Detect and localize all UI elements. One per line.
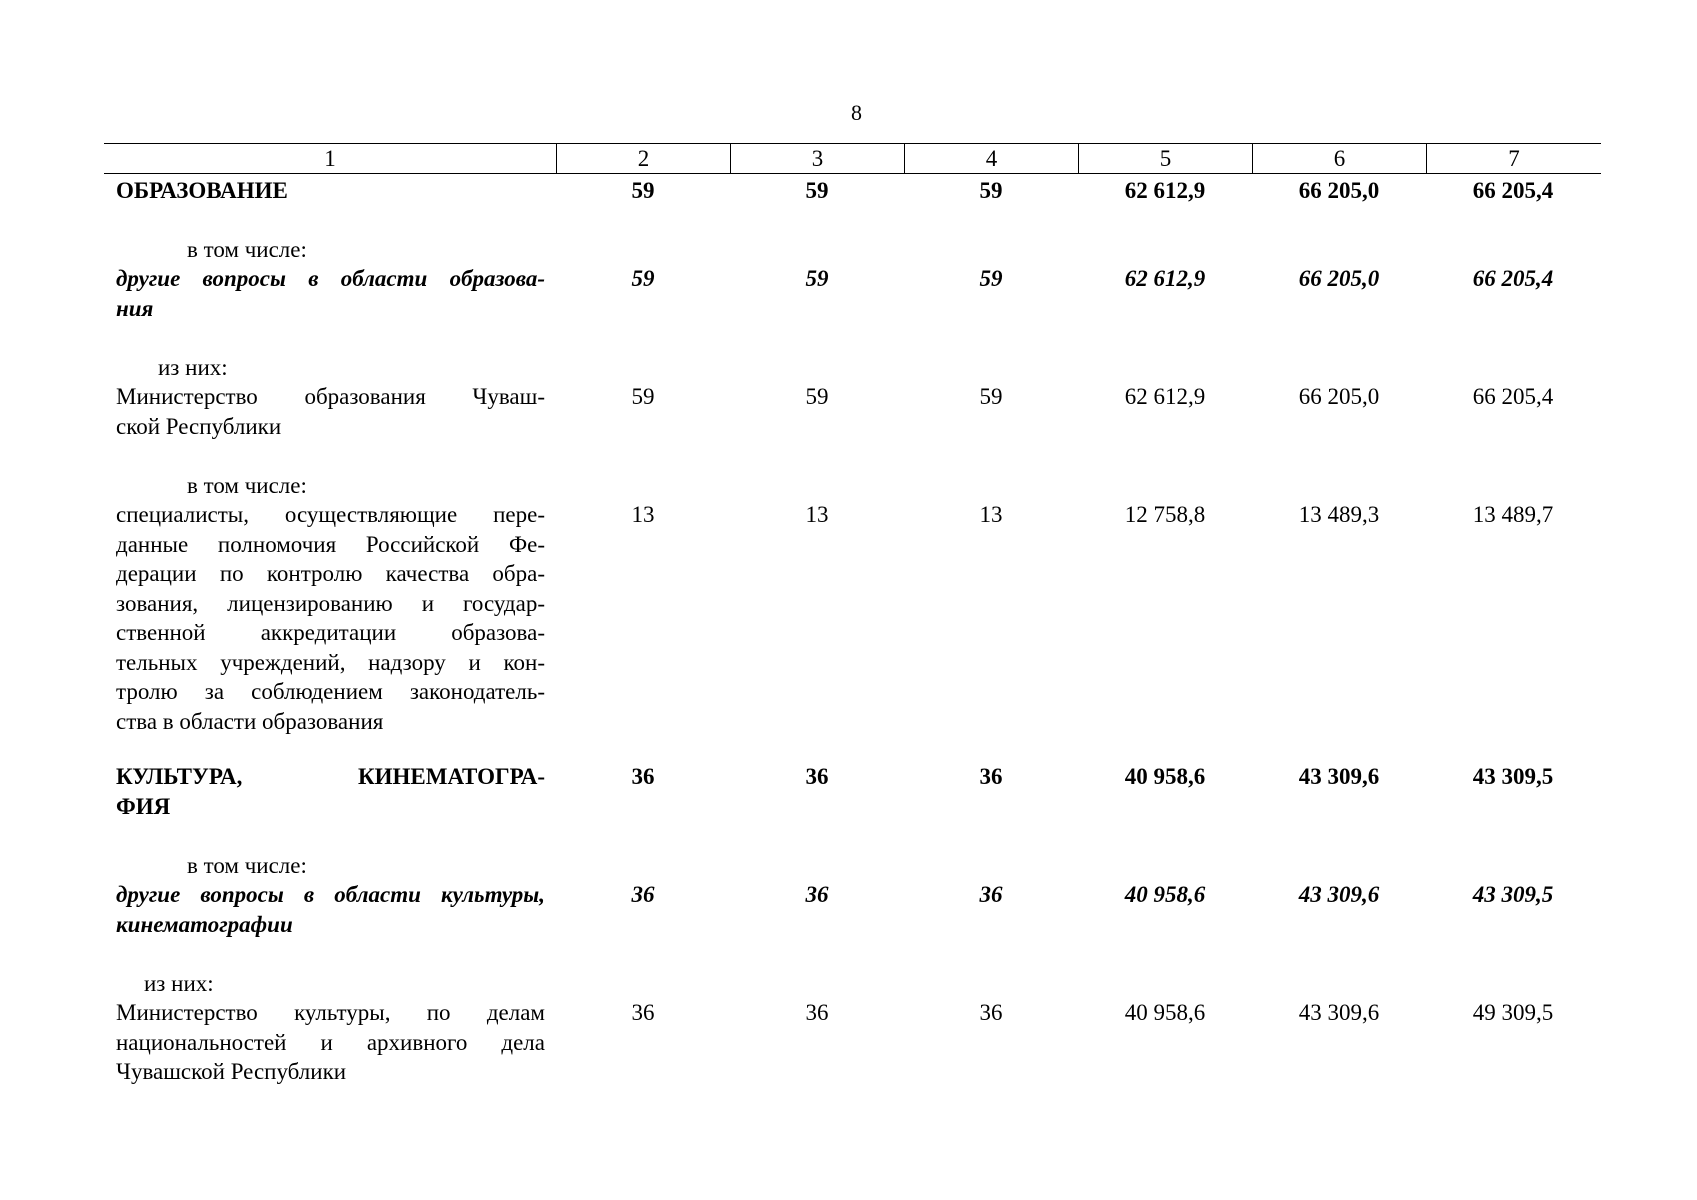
cell-col-2: 59 xyxy=(631,384,655,409)
row-label-line: специалисты, осуществляющие пере- xyxy=(116,502,545,527)
row-label-line: ФИЯ xyxy=(116,793,171,819)
row-label-line: тельных учреждений, надзору и кон- xyxy=(116,649,545,675)
cell-col-5: 40 958,6 xyxy=(1124,764,1206,789)
cell-col-3: 36 xyxy=(805,882,829,907)
cell-col-5: 12 758,8 xyxy=(1124,502,1206,527)
row-label-line: другие вопросы в области образова- xyxy=(116,266,545,291)
header-col-3: 3 xyxy=(730,144,904,173)
cell-col-5: 62 612,9 xyxy=(1124,384,1206,409)
row-label xyxy=(116,500,545,736)
row-label-line: кинематографии xyxy=(116,911,293,937)
cell-col-6: 66 205,0 xyxy=(1298,384,1380,409)
row-label-line: Министерство культуры, по делам xyxy=(116,1000,545,1025)
cell-col-5: 40 958,6 xyxy=(1124,1000,1206,1025)
cell-col-4: 59 xyxy=(979,384,1003,409)
cell-col-4: 13 xyxy=(979,502,1003,527)
row-prefix: в том числе: xyxy=(187,473,307,498)
row-label: ОБРАЗОВАНИЕ xyxy=(116,178,288,203)
cell-col-2: 36 xyxy=(631,882,655,907)
cell-col-3: 59 xyxy=(805,178,829,203)
table-header xyxy=(104,143,1601,174)
cell-col-7: 66 205,4 xyxy=(1472,384,1554,409)
row-label xyxy=(116,880,545,939)
cell-col-5: 40 958,6 xyxy=(1124,882,1206,907)
cell-col-3: 36 xyxy=(805,1000,829,1025)
cell-col-4: 36 xyxy=(979,764,1003,789)
cell-col-3: 36 xyxy=(805,764,829,789)
cell-col-3: 59 xyxy=(805,266,829,291)
cell-col-4: 59 xyxy=(979,178,1003,203)
row-label-line: Чувашской Республики xyxy=(116,1059,347,1084)
row-label xyxy=(116,264,545,323)
cell-col-7: 13 489,7 xyxy=(1472,502,1554,527)
cell-col-7: 43 309,5 xyxy=(1472,764,1554,789)
page-number: 8 xyxy=(851,100,862,125)
cell-col-7: 66 205,4 xyxy=(1472,266,1554,291)
cell-col-7: 49 309,5 xyxy=(1472,1000,1554,1025)
cell-col-6: 43 309,6 xyxy=(1298,764,1380,789)
row-label-line: дерации по контролю качества обра- xyxy=(116,561,545,586)
row-label-line: ния xyxy=(116,295,154,321)
row-label xyxy=(116,382,545,441)
cell-col-7: 43 309,5 xyxy=(1472,882,1554,907)
cell-col-4: 36 xyxy=(979,882,1003,907)
row-label xyxy=(116,762,545,821)
cell-col-2: 36 xyxy=(631,1000,655,1025)
row-label-line: Министерство образования Чуваш- xyxy=(116,384,545,409)
row-label-line: ской Республики xyxy=(116,413,282,439)
cell-col-6: 13 489,3 xyxy=(1298,502,1380,527)
row-prefix: в том числе: xyxy=(187,853,307,878)
row-label-line: тролю за соблюдением законодатель- xyxy=(116,679,545,704)
header-col-6: 6 xyxy=(1252,144,1426,173)
row-label-line: национальностей и архивного дела xyxy=(116,1029,545,1055)
row-label-line: ственной аккредитации образова- xyxy=(116,620,545,645)
cell-col-2: 59 xyxy=(631,178,655,203)
cell-col-6: 66 205,0 xyxy=(1298,266,1380,291)
row-label-line: ства в области образования xyxy=(116,708,384,734)
cell-col-5: 62 612,9 xyxy=(1124,266,1206,291)
cell-col-2: 59 xyxy=(631,266,655,291)
cell-col-5: 62 612,9 xyxy=(1124,178,1206,203)
cell-col-3: 59 xyxy=(805,384,829,409)
row-label-line: данные полномочия Российской Фе- xyxy=(116,531,545,557)
row-label xyxy=(116,998,545,1087)
row-label-line: КУЛЬТУРА, КИНЕМАТОГРА- xyxy=(116,764,545,789)
header-col-7: 7 xyxy=(1426,144,1601,173)
row-prefix: из них: xyxy=(158,355,228,380)
header-col-4: 4 xyxy=(904,144,1078,173)
cell-col-3: 13 xyxy=(805,502,829,527)
header-col-5: 5 xyxy=(1078,144,1252,173)
cell-col-6: 66 205,0 xyxy=(1298,178,1380,203)
header-col-1: 1 xyxy=(324,146,336,171)
row-prefix: в том числе: xyxy=(187,237,307,262)
cell-col-4: 36 xyxy=(979,1000,1003,1025)
cell-col-6: 43 309,6 xyxy=(1298,1000,1380,1025)
cell-col-6: 43 309,6 xyxy=(1298,882,1380,907)
row-label-line: другие вопросы в области культуры, xyxy=(116,882,545,907)
row-label-line: зования, лицензированию и государ- xyxy=(116,590,545,616)
cell-col-2: 13 xyxy=(631,502,655,527)
cell-col-7: 66 205,4 xyxy=(1472,178,1554,203)
row-prefix: из них: xyxy=(144,971,214,996)
cell-col-2: 36 xyxy=(631,764,655,789)
cell-col-4: 59 xyxy=(979,266,1003,291)
header-col-2: 2 xyxy=(556,144,730,173)
